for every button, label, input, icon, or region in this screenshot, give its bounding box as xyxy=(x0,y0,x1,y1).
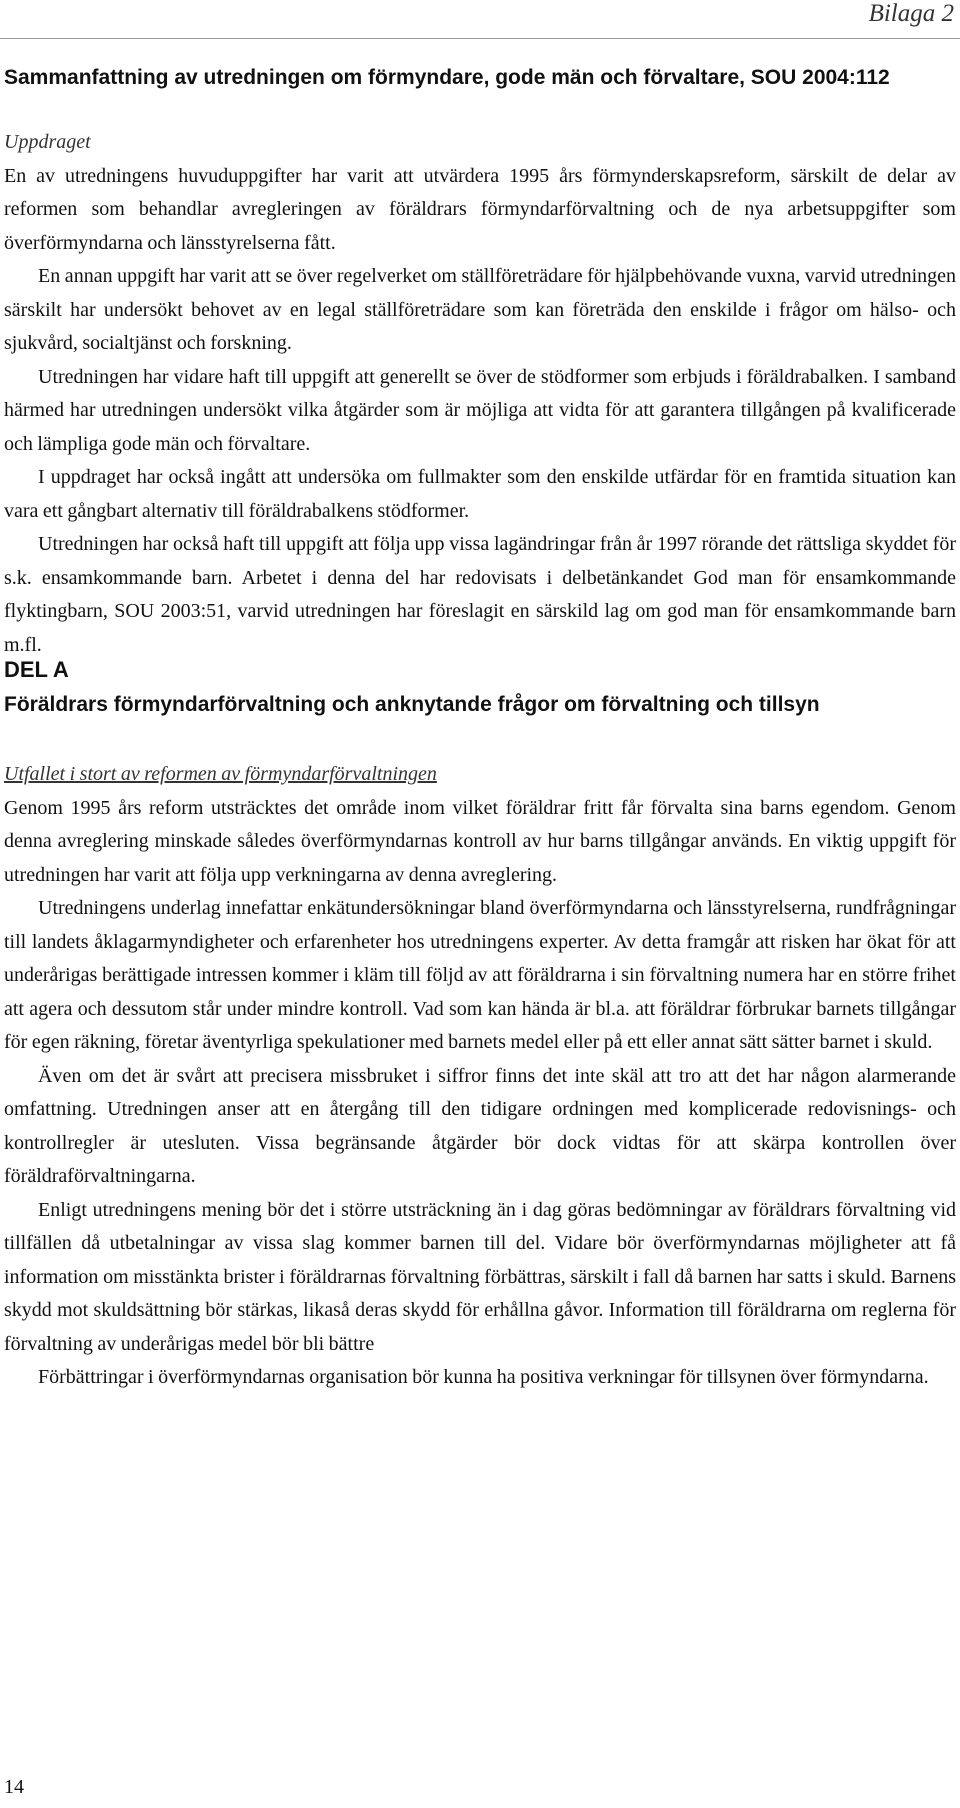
paragraph: Förbättringar i överförmyndarnas organisation bör kunna ha positiva verkningar för tillsynen över förmyndarna. xyxy=(38,1366,929,1388)
section-uppdraget xyxy=(4,126,956,662)
paragraph: En av utredningens huvuduppgifter har varit att utvärdera 1995 års förmynderskapsreform, särskilt de delar av reformen som behandlar avregleringen av föräldrars förmyndarförvaltning och de nya arbetsuppgifter som överförmyndarna och länsstyrelserna fått. xyxy=(4,164,956,254)
paragraph: Utredningen har också haft till uppgift att följa upp vissa lagändringar från år 1997 rörande det rättsliga skyddet för s.k. ensamkommande barn. Arbetet i denna del har redovisats i delbetänkandet God man för ensamkommande flyktingbarn, SOU 2003:51, varvid utredningen har föreslagit en särskild lag om god man för ensamkommande barn m.fl. xyxy=(4,533,956,656)
page-number: 14 xyxy=(4,1776,24,1798)
paragraph: Utredningen har vidare haft till uppgift att generellt se över de stödformer som erbjuds i föräldrabalken. I samband härmed har utredningen undersökt vilka åtgärder som är möjliga att vidta för att garantera tillgången på kvalificerade och lämpliga gode män och förvaltare. xyxy=(4,365,956,455)
paragraph: I uppdraget har också ingått att undersöka om fullmakter som den enskilde utfärdar för en framtida situation kan vara ett gångbart alternativ till föräldrabalkens stödformer. xyxy=(4,466,956,522)
section-title: Föräldrars förmyndarförvaltning och anknytande frågor om förvaltning och tillsyn xyxy=(4,693,820,716)
subheading-uppdraget: Uppdraget xyxy=(4,131,91,153)
paragraph: Även om det är svårt att precisera missbruket i siffror finns det inte skäl att tro att det har någon alarmerande omfattning. Utredningen anser att en återgång till den tidigare ordningen med komplicerade redovisnings- och kontrollregler är utesluten. Vissa begränsande åtgärder bör dock vidtas för att skärpa kontrollen över föräldraförvaltningarna. xyxy=(4,1064,956,1187)
paragraph: En annan uppgift har varit att se över regelverket om ställföreträdare för hjälpbehövande vuxna, varvid utredningen särskilt har undersökt behovet av en legal ställföreträdare som kan företräda den enskilde i frågor om hälso- och sjukvård, socialtjänst och forskning. xyxy=(4,265,956,354)
section-label: DEL A xyxy=(4,657,69,682)
appendix-label: Bilaga 2 xyxy=(868,0,954,27)
paragraph: Genom 1995 års reform utsträcktes det område inom vilket föräldrar fritt får förvalta sina barns egendom. Genom denna avreglering minskade således överförmyndarnas kontroll av hur barns tillgångar används. En viktig uppgift för utredningen har varit att följa upp verkningarna av denna avreglering. xyxy=(4,796,956,886)
document-title: Sammanfattning av utredningen om förmyndare, gode män och förvaltare, SOU 2004:112 xyxy=(4,66,890,89)
subheading-utfallet: Utfallet i stort av reformen av förmyndarförvaltningen xyxy=(4,763,437,785)
header-rule xyxy=(0,38,960,39)
paragraph: Enligt utredningens mening bör det i större utsträckning än i dag göras bedömningar av föräldrars förvaltning vid tillfällen då utbetalningar av vissa slag kommer barnen till del. Vidare bör överförmyndarnas möjligheter att få information om misstänkta brister i föräldrarnas förvaltning förbättras, särskilt i fall då barnen har satts i skuld. Barnens skydd mot skuldsättning bör stärkas, likaså deras skydd för erhållna gåvor. Information till föräldrarna om reglerna för förvaltning av underårigas medel bör bli bättre xyxy=(4,1198,956,1355)
section-utfallet xyxy=(4,758,956,1395)
paragraph: Utredningens underlag innefattar enkätundersökningar bland överförmyndarna och länsstyrelserna, rundfrågningar till landets åklagarmyndigheter och erfarenheter hos utredningens experter. Av detta framgår att risken har ökat för att underårigas berättigade intressen kommer i kläm till följd av att föräldrarna i sin förvaltning numera har en större frihet att agera och dessutom står under mindre kontroll. Vad som kan hända är bl.a. att föräldrar förbrukar barnets tillgångar för egen räkning, företar äventyrliga spekulationer med barnets medel eller på ett eller annat sätt sätter barnet i skuld. xyxy=(4,897,956,1053)
